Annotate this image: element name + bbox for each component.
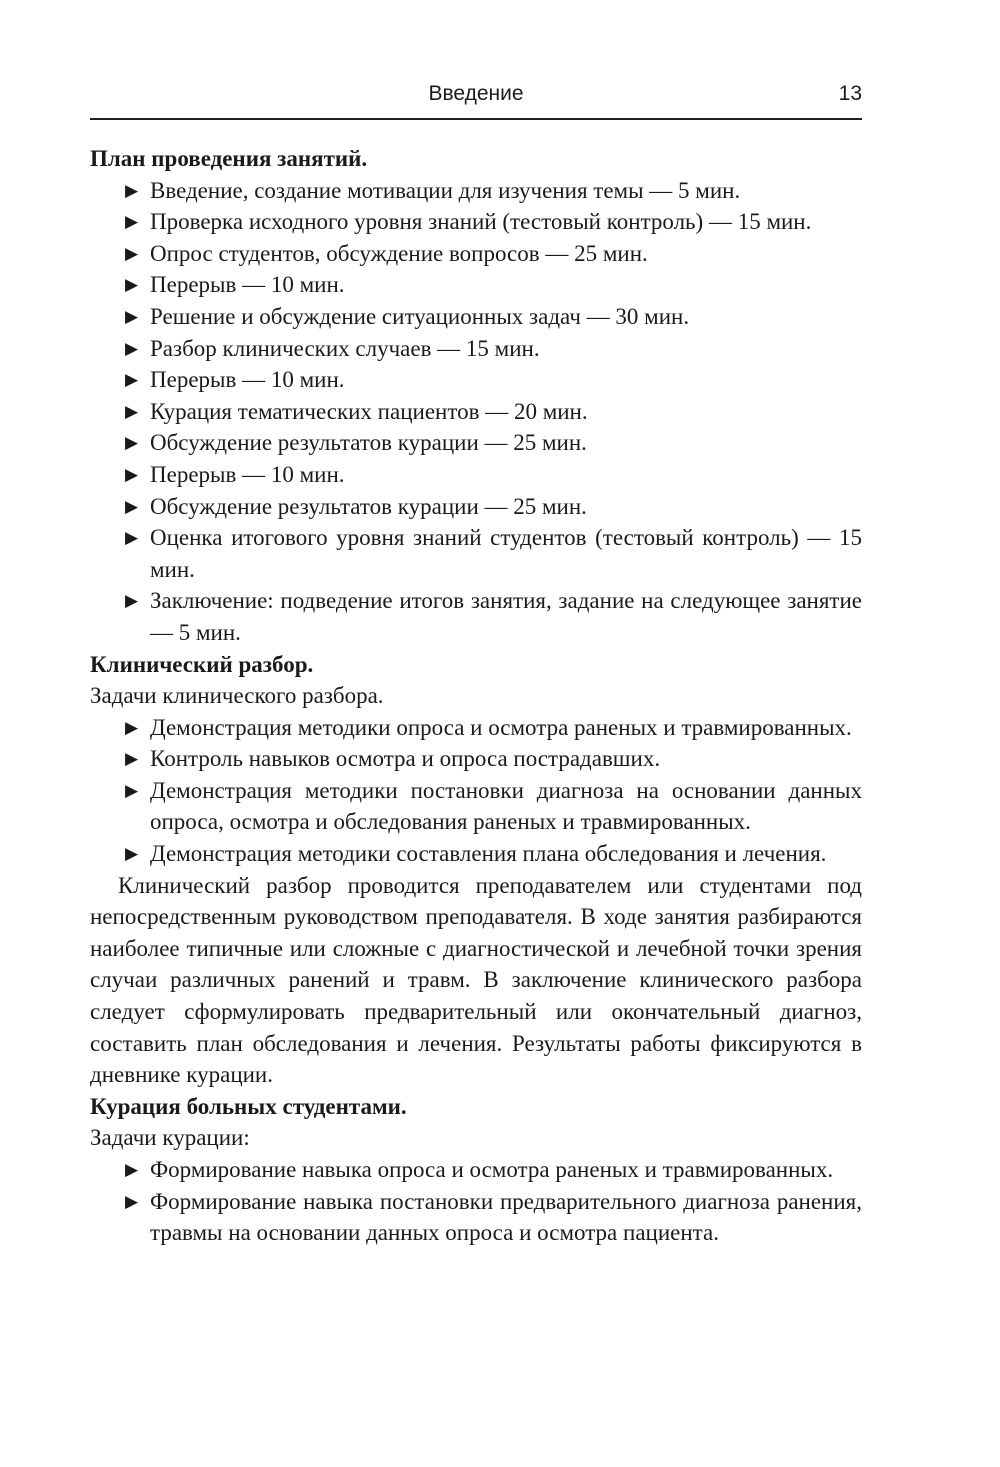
list-item-text: Разбор клинических случаев — 15 мин. [150, 335, 540, 361]
list-item-text: Опрос студентов, обсуждение вопросов — 25 мин. [150, 240, 648, 266]
triangle-bullet-icon: ▶ [125, 780, 139, 800]
list-item-text: Заключение: подведение итогов занятия, задание на следующее занятие — 5 мин. [150, 588, 862, 645]
list-item [90, 427, 862, 459]
list-item [90, 396, 862, 428]
triangle-bullet-icon: ▶ [125, 717, 139, 737]
list-item [90, 175, 862, 207]
list-item-text: Формирование навыка опроса и осмотра раненых и травмированных. [150, 1157, 834, 1182]
list-item-text: Обсуждение результатов курации — 25 мин. [150, 430, 587, 456]
list-item-text: Решение и обсуждение ситуационных задач — 30 мин. [150, 303, 690, 329]
list-item-text: Перерыв — 10 мин. [150, 272, 345, 298]
page-number: 13 [838, 82, 862, 105]
list-item-text: Перерыв — 10 мин. [150, 461, 345, 487]
triangle-bullet-icon: ▶ [125, 370, 139, 390]
list-item [90, 238, 862, 270]
list-item-text: Формирование навыка постановки предварительного диагноза ранения, травмы на основании данных опроса и осмотра пациента. [150, 1188, 862, 1246]
clinical-paragraph: Клинический разбор проводится преподавателем или студентами под непосредственным руководством преподавателя. В ходе занятия разбираются наиболее типичные или сложные с диагностической и лечебной точки зрения случаи различных ранений и травм. В заключение клинического разбора следует сформулировать предварительный или окончательный диагноз, составить план обследования и лечения. Результаты работы фиксируются в дневнике курации. [90, 872, 862, 1088]
triangle-bullet-icon: ▶ [125, 401, 139, 421]
triangle-bullet-icon: ▶ [125, 306, 139, 326]
list-item-text: Проверка исходного уровня знаний (тестовый контроль) — 15 мин. [150, 209, 812, 235]
list-item-text: Контроль навыков осмотра и опроса пострадавших. [150, 746, 661, 772]
list-item-text: Введение, создание мотивации для изучения темы — 5 мин. [150, 177, 741, 203]
triangle-bullet-icon: ▶ [125, 496, 139, 516]
list-item [90, 585, 862, 648]
running-title: Введение [428, 82, 524, 105]
triangle-bullet-icon: ▶ [125, 243, 139, 263]
list-item [90, 269, 862, 301]
triangle-bullet-icon: ▶ [125, 433, 139, 453]
list-item [90, 301, 862, 333]
plan-list [90, 175, 862, 649]
triangle-bullet-icon: ▶ [125, 464, 139, 484]
curation-intro: Задачи курации: [90, 1125, 250, 1151]
page-body [90, 143, 862, 1249]
curation-heading: Курация больных студентами. [90, 1093, 407, 1119]
list-item [90, 1154, 862, 1186]
triangle-bullet-icon: ▶ [125, 1191, 139, 1211]
list-item [90, 1186, 862, 1249]
list-item [90, 491, 862, 523]
triangle-bullet-icon: ▶ [125, 180, 139, 200]
running-header [90, 78, 862, 120]
list-item [90, 522, 862, 585]
list-item-text: Обсуждение результатов курации — 25 мин. [150, 493, 587, 519]
triangle-bullet-icon: ▶ [125, 749, 139, 769]
triangle-bullet-icon: ▶ [125, 1160, 139, 1179]
plan-heading: План проведения занятий. [90, 146, 368, 171]
clinical-list [90, 712, 862, 870]
triangle-bullet-icon: ▶ [125, 591, 139, 611]
triangle-bullet-icon: ▶ [125, 212, 139, 232]
list-item [90, 743, 862, 775]
curation-list [90, 1154, 862, 1249]
clinical-intro: Задачи клинического разбора. [90, 683, 384, 709]
list-item-text: Оценка итогового уровня знаний студентов (тестовый контроль) — 15 мин. [150, 525, 862, 582]
triangle-bullet-icon: ▶ [125, 338, 139, 358]
triangle-bullet-icon: ▶ [125, 528, 139, 548]
triangle-bullet-icon: ▶ [125, 275, 139, 295]
triangle-bullet-icon: ▶ [125, 844, 139, 864]
list-item [90, 775, 862, 838]
list-item [90, 459, 862, 491]
list-item [90, 364, 862, 396]
list-item [90, 333, 862, 365]
list-item-text: Перерыв — 10 мин. [150, 367, 345, 393]
list-item-text: Демонстрация методики составления плана обследования и лечения. [150, 841, 827, 867]
list-item [90, 206, 862, 238]
list-item [90, 712, 862, 744]
list-item-text: Демонстрация методики постановки диагноза на основании данных опроса, осмотра и обследования раненых и травмированных. [150, 777, 862, 835]
list-item-text: Курация тематических пациентов — 20 мин. [150, 398, 588, 424]
list-item-text: Демонстрация методики опроса и осмотра раненых и травмированных. [150, 714, 852, 740]
list-item [90, 838, 862, 870]
clinical-heading: Клинический разбор. [90, 651, 314, 677]
